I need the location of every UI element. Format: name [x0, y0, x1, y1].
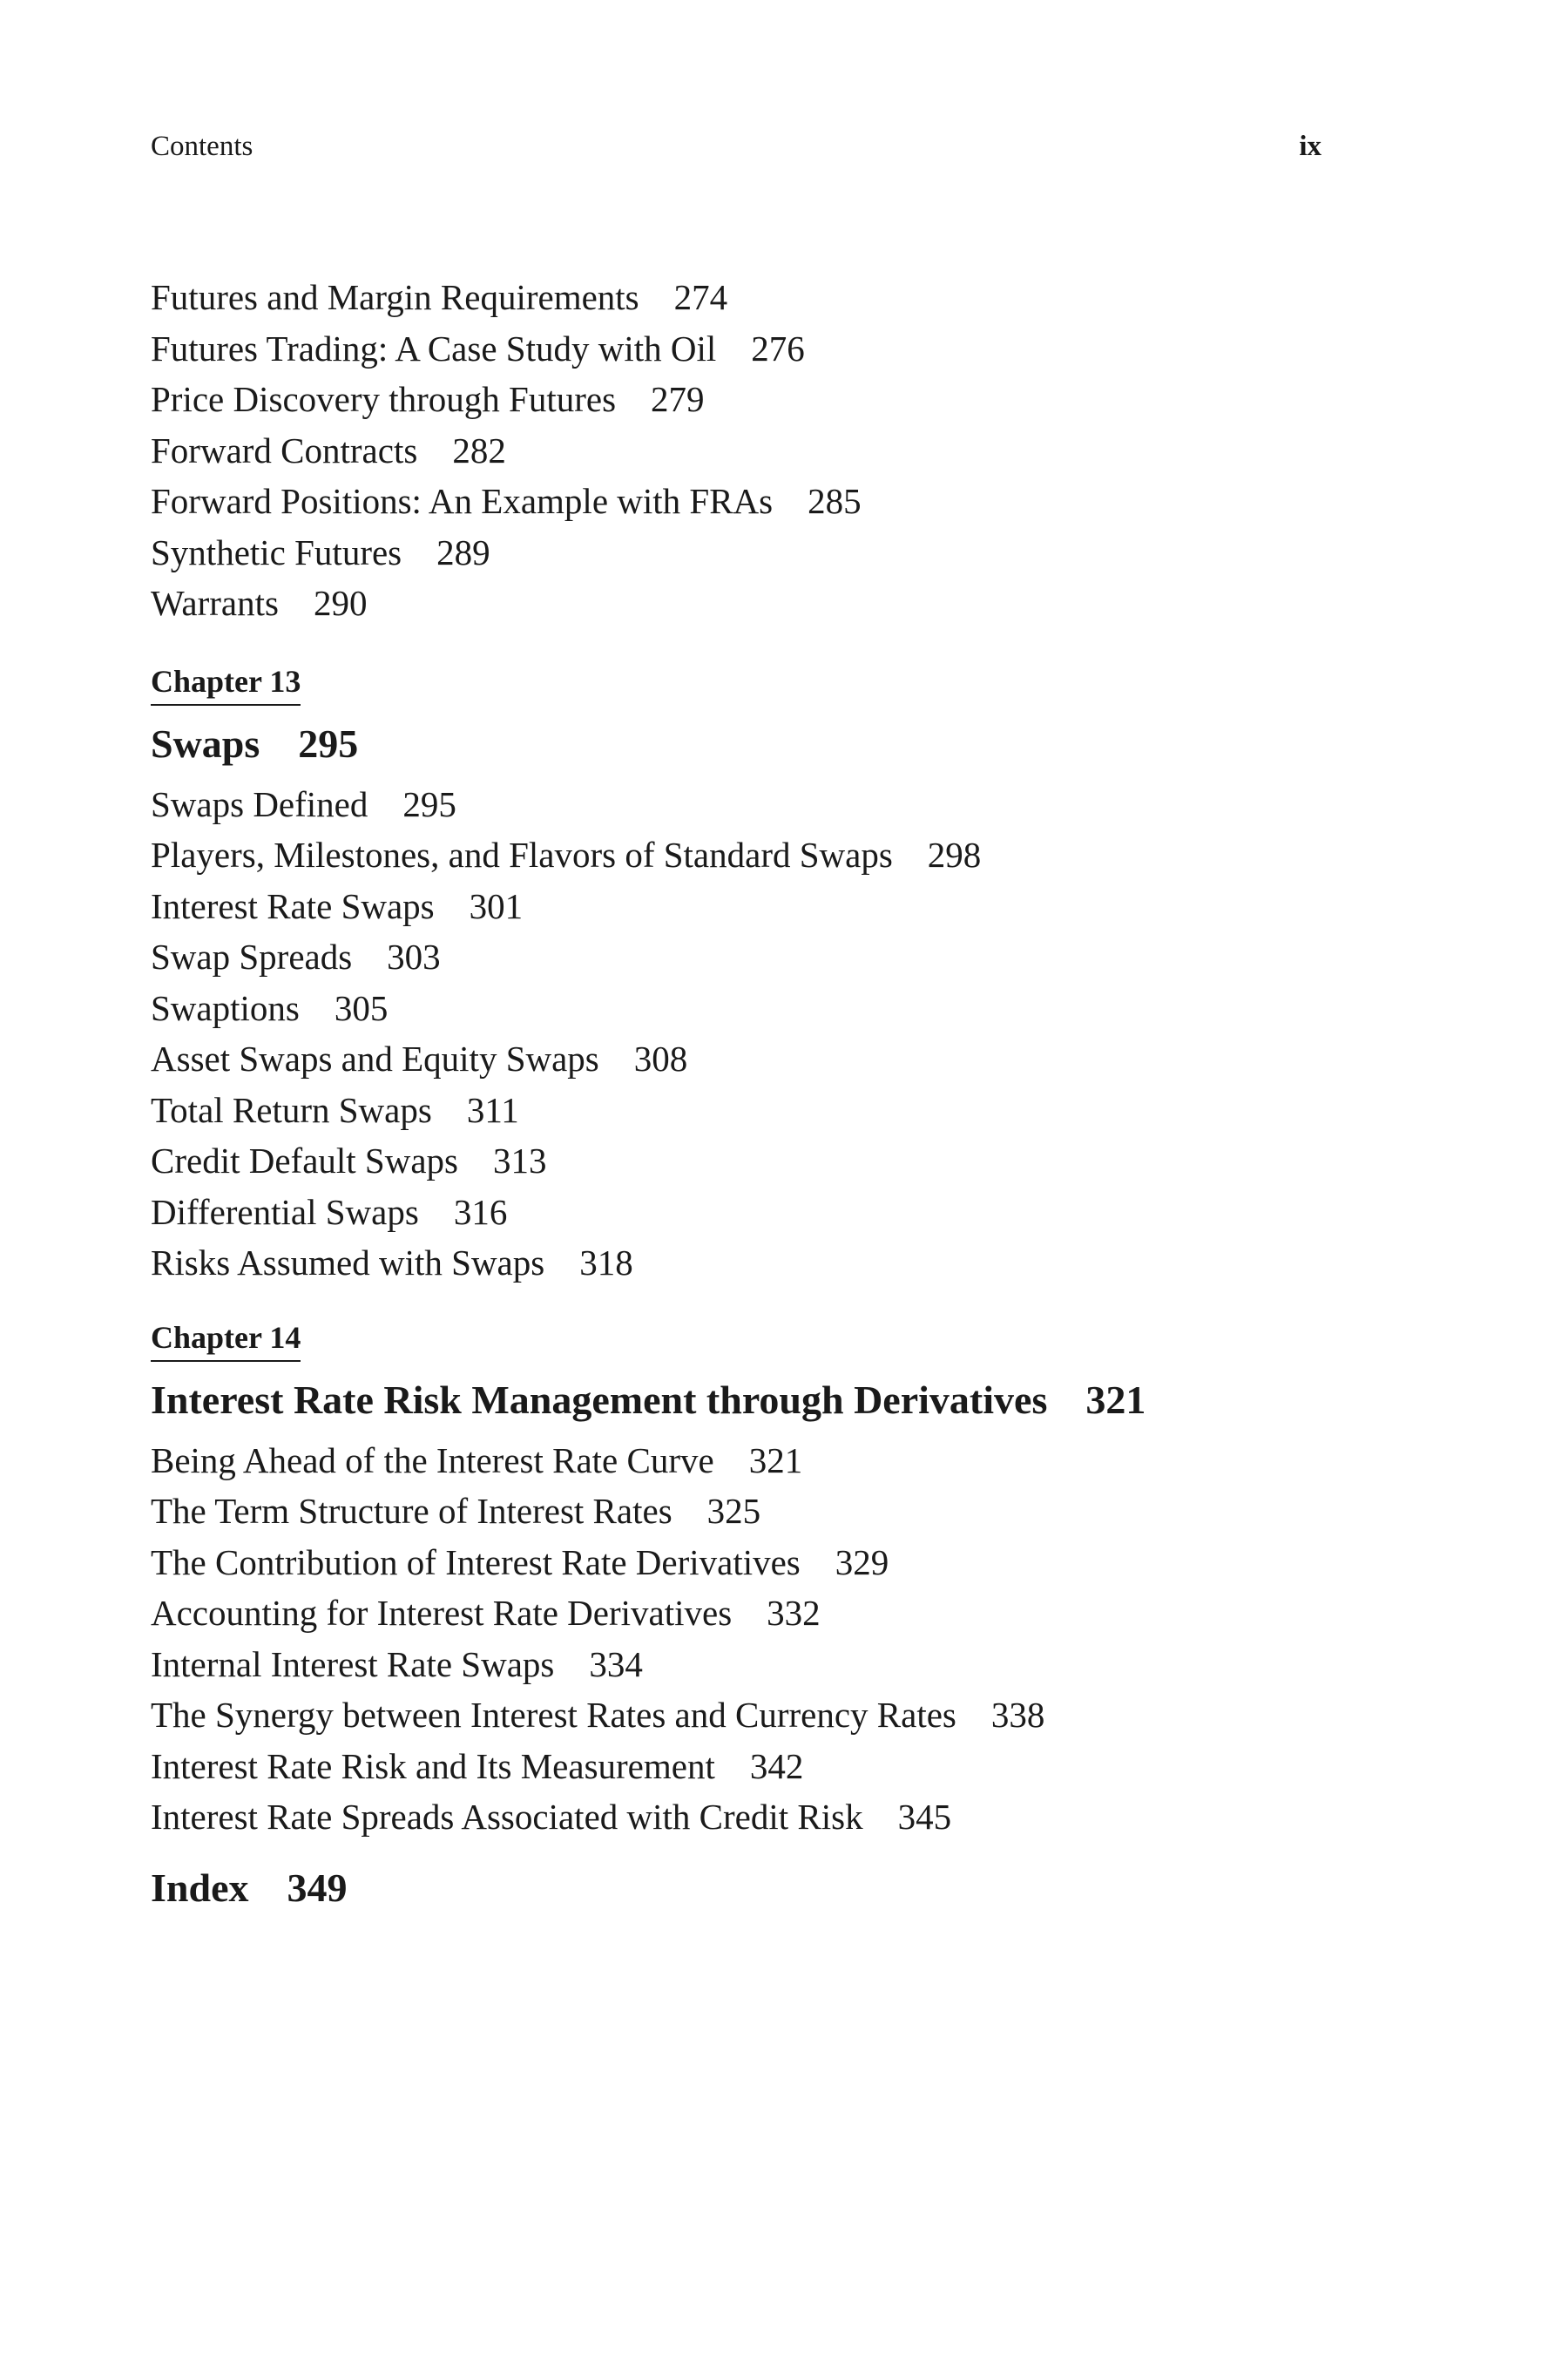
- index-section: [151, 1862, 1370, 1914]
- entry-title: Being Ahead of the Interest Rate Curve: [151, 1439, 714, 1480]
- toc-entry[interactable]: [151, 1435, 1370, 1486]
- entry-title: The Contribution of Interest Rate Derivatives: [151, 1541, 801, 1582]
- toc-entry[interactable]: [151, 1639, 1370, 1690]
- toc-content: [151, 272, 1370, 1914]
- entry-title: Players, Milestones, and Flavors of Standard Swaps: [151, 835, 893, 875]
- toc-entry[interactable]: [151, 1537, 1370, 1588]
- entry-page: 342: [749, 1745, 804, 1786]
- chapter-14-title[interactable]: [151, 1374, 1370, 1426]
- toc-entry[interactable]: [151, 1588, 1370, 1639]
- continued-entries: [151, 272, 1370, 629]
- entry-page: 285: [808, 481, 862, 521]
- entry-page: 303: [387, 937, 441, 977]
- entry-title: Forward Contracts: [151, 430, 418, 471]
- entry-page: 329: [835, 1541, 889, 1582]
- entry-page: 290: [313, 583, 368, 623]
- chapter-title-text: Swaps: [151, 721, 260, 766]
- toc-entry[interactable]: [151, 1741, 1370, 1792]
- toc-entry[interactable]: [151, 881, 1370, 932]
- entry-page: 311: [466, 1089, 519, 1130]
- entry-page: 332: [767, 1593, 821, 1633]
- toc-entry[interactable]: [151, 983, 1370, 1034]
- toc-entry[interactable]: [151, 476, 1370, 527]
- toc-entry[interactable]: [151, 1791, 1370, 1843]
- entry-page: 316: [453, 1191, 508, 1232]
- toc-entry[interactable]: [151, 272, 1370, 323]
- toc-entry[interactable]: [151, 425, 1370, 477]
- entry-title: Price Discovery through Futures: [151, 379, 617, 419]
- running-head-page-number: ix: [1299, 131, 1321, 162]
- toc-entry[interactable]: [151, 1085, 1370, 1136]
- toc-entry[interactable]: [151, 1135, 1370, 1187]
- entry-title: Risks Assumed with Swaps: [151, 1242, 545, 1283]
- entry-page: 334: [589, 1643, 643, 1684]
- chapter-title-text: Interest Rate Risk Management through Derivatives: [151, 1377, 1048, 1422]
- entry-title: Credit Default Swaps: [151, 1141, 458, 1181]
- entry-title: Differential Swaps: [151, 1191, 419, 1232]
- chapter-14-label: Chapter 14: [151, 1320, 301, 1362]
- entry-page: 274: [673, 277, 728, 317]
- chapter-title-page: 295: [298, 721, 359, 766]
- toc-entry[interactable]: [151, 931, 1370, 983]
- entry-page: 279: [651, 379, 705, 419]
- toc-entry[interactable]: [151, 1187, 1370, 1238]
- entry-title: Warrants: [151, 583, 279, 623]
- entry-title: Swaps Defined: [151, 783, 368, 824]
- toc-entry[interactable]: [151, 1689, 1370, 1741]
- entry-title: Forward Positions: An Example with FRAs: [151, 481, 774, 521]
- toc-entry[interactable]: [151, 1033, 1370, 1085]
- toc-entry[interactable]: [151, 1237, 1370, 1289]
- chapter-13-label: Chapter 13: [151, 664, 301, 706]
- entry-title: Swaptions: [151, 987, 300, 1028]
- index-page: 349: [287, 1865, 348, 1910]
- toc-entry[interactable]: [151, 578, 1370, 629]
- entry-title: Accounting for Interest Rate Derivatives: [151, 1593, 733, 1633]
- toc-entry[interactable]: [151, 323, 1370, 375]
- chapter-13-section: [151, 664, 1370, 1289]
- entry-title: Total Return Swaps: [151, 1089, 432, 1130]
- index-title[interactable]: [151, 1862, 1370, 1914]
- toc-entry[interactable]: [151, 527, 1370, 579]
- entry-page: 321: [748, 1439, 803, 1480]
- running-head: [151, 131, 1321, 163]
- entry-title: Internal Interest Rate Swaps: [151, 1643, 555, 1684]
- entry-title: Synthetic Futures: [151, 531, 402, 572]
- entry-page: 338: [990, 1695, 1045, 1735]
- entry-title: Interest Rate Spreads Associated with Credit Risk: [151, 1797, 863, 1837]
- entry-title: Asset Swaps and Equity Swaps: [151, 1039, 599, 1079]
- entry-title: The Term Structure of Interest Rates: [151, 1491, 672, 1531]
- entry-title: Interest Rate Swaps: [151, 885, 435, 926]
- entry-page: 298: [927, 835, 982, 875]
- toc-entry[interactable]: [151, 374, 1370, 425]
- toc-entry[interactable]: [151, 829, 1370, 881]
- entry-page: 276: [751, 328, 805, 369]
- entry-page: 282: [452, 430, 506, 471]
- chapter-13-title[interactable]: [151, 718, 1370, 770]
- entry-page: 313: [492, 1141, 547, 1181]
- chapter-title-page: 321: [1085, 1377, 1146, 1422]
- entry-page: 301: [469, 885, 524, 926]
- chapter-14-section: [151, 1320, 1370, 1843]
- entry-title: Futures Trading: A Case Study with Oil: [151, 328, 717, 369]
- running-head-section: Contents: [151, 131, 253, 162]
- entry-page: 305: [334, 987, 389, 1028]
- entry-title: Interest Rate Risk and Its Measurement: [151, 1745, 715, 1786]
- entry-page: 325: [706, 1491, 761, 1531]
- entry-page: 318: [579, 1242, 633, 1283]
- entry-title: Futures and Margin Requirements: [151, 277, 639, 317]
- entry-page: 308: [633, 1039, 688, 1079]
- entry-title: The Synergy between Interest Rates and Currency Rates: [151, 1695, 956, 1735]
- toc-entry[interactable]: [151, 1486, 1370, 1537]
- entry-title: Swap Spreads: [151, 937, 353, 977]
- toc-entry[interactable]: [151, 779, 1370, 830]
- entry-page: 345: [897, 1797, 952, 1837]
- index-title-text: Index: [151, 1865, 249, 1910]
- entry-page: 289: [436, 531, 490, 572]
- entry-page: 295: [402, 783, 456, 824]
